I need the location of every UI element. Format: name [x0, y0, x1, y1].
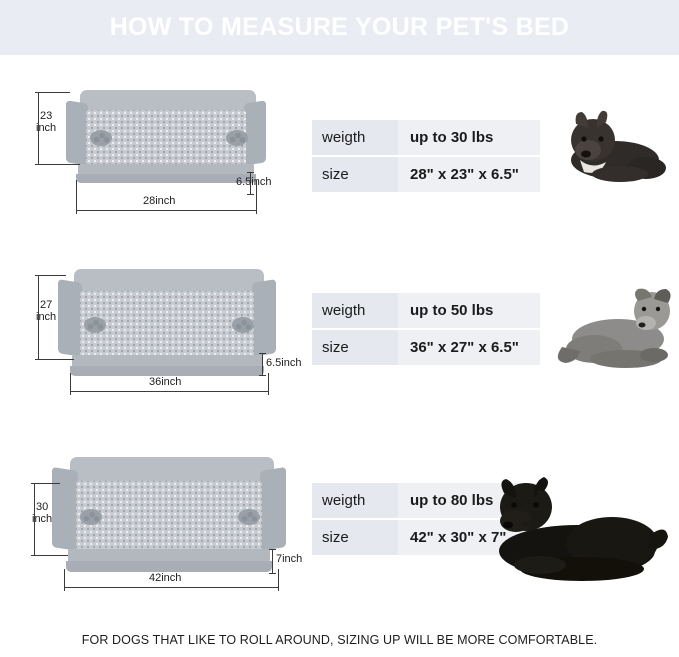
french-bulldog-photo [560, 98, 670, 188]
bed-side-right [260, 467, 286, 551]
spaniel-photo [556, 267, 676, 385]
bed-side-right [252, 279, 276, 357]
size-value: 36" x 27" x 6.5" [398, 329, 540, 365]
depth-label-value: 27 [40, 299, 53, 311]
depth-extension-top [38, 92, 70, 93]
depth-extension-top [38, 275, 66, 276]
depth-extension-top [34, 483, 60, 484]
width-extension-right [278, 569, 279, 587]
bed-side-right [244, 100, 266, 165]
page-title: HOW TO MEASURE YOUR PET'S BED [109, 13, 570, 41]
bed-graphic [52, 457, 286, 585]
height-tick-top [247, 172, 254, 173]
bed-mesh-texture [80, 291, 254, 359]
spec-table-medium [312, 293, 540, 365]
height-label: 7inch [276, 553, 303, 565]
weight-label: weigth [312, 293, 398, 329]
bed-base [66, 561, 272, 572]
bed-side-left [66, 100, 88, 165]
bed-illustration-small [18, 62, 318, 237]
table-row-weight [312, 120, 540, 156]
bed-base [70, 366, 264, 376]
weight-value: up to 80 lbs [398, 483, 540, 519]
table-row-size [312, 156, 540, 192]
height-dimension-line [262, 353, 263, 375]
height-tick-top [259, 353, 266, 354]
spec-table-small [312, 120, 540, 192]
bed-illustration-medium [18, 245, 318, 420]
weight-label: weigth [312, 483, 398, 519]
depth-label-unit: inch [36, 311, 57, 323]
height-tick-bottom [259, 375, 266, 376]
size-value: 28" x 23" x 6.5" [398, 156, 540, 192]
height-tick-bottom [269, 573, 276, 574]
width-label: 28inch [143, 195, 176, 207]
depth-label-value: 30 [36, 501, 49, 513]
width-extension-left [76, 180, 77, 210]
size-row-large [0, 435, 679, 610]
depth-extension-bottom [38, 359, 74, 360]
table-row-weight [312, 293, 540, 329]
bed-mattress [76, 481, 262, 553]
width-label: 42inch [149, 572, 182, 584]
weight-label: weigth [312, 120, 398, 156]
size-label: size [312, 519, 398, 555]
height-dimension-line [272, 549, 273, 573]
width-extension-left [64, 569, 65, 587]
table-row-size [312, 329, 540, 365]
paw-print-right [232, 317, 254, 333]
paw-print-right [226, 130, 248, 146]
bed-base [76, 174, 256, 183]
size-label: size [312, 329, 398, 365]
paw-print-right [238, 509, 260, 525]
height-tick-bottom [247, 194, 254, 195]
width-extension-right [268, 373, 269, 391]
width-label: 36inch [149, 376, 182, 388]
footer-note: FOR DOGS THAT LIKE TO ROLL AROUND, SIZING UP WILL BE MORE COMFORTABLE. [81, 633, 598, 647]
height-label: 6.5inch [266, 357, 302, 369]
size-row-small [0, 62, 679, 237]
header-banner [0, 0, 679, 55]
depth-extension-bottom [38, 164, 80, 165]
weight-value: up to 50 lbs [398, 293, 540, 329]
height-label: 6.5inch [236, 176, 272, 188]
bed-illustration-large [18, 435, 318, 610]
paw-print-left [80, 509, 102, 525]
depth-label-value: 23 [40, 110, 53, 122]
height-tick-top [269, 549, 276, 550]
size-value: 42" x 30" x 7" [398, 519, 540, 555]
bed-graphic [58, 269, 276, 389]
width-dimension-line [70, 391, 268, 392]
size-label: size [312, 156, 398, 192]
width-dimension-line [64, 587, 278, 588]
bed-mesh-texture [76, 481, 262, 553]
paw-print-left [84, 317, 106, 333]
bed-mattress [80, 291, 254, 359]
depth-label-unit: inch [32, 513, 53, 525]
black-labrador-photo [482, 455, 672, 595]
depth-label-unit: inch [36, 122, 57, 134]
depth-extension-bottom [34, 555, 68, 556]
weight-value: up to 30 lbs [398, 120, 540, 156]
width-extension-left [70, 373, 71, 391]
size-row-medium [0, 245, 679, 420]
width-dimension-line [76, 210, 256, 211]
bed-side-left [52, 467, 78, 551]
bed-side-left [58, 279, 82, 357]
paw-print-left [90, 130, 112, 146]
